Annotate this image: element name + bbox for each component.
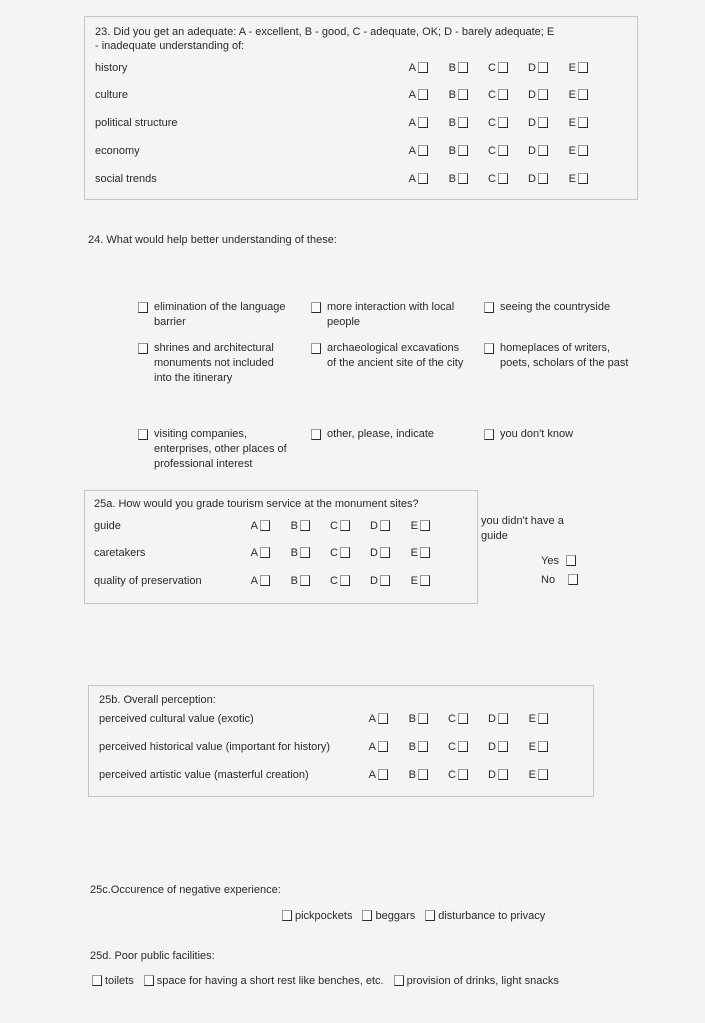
q25a-row-options xyxy=(246,520,446,532)
grade-e-checkbox[interactable] xyxy=(578,89,588,100)
q24-question: 24. What would help better understanding of these: xyxy=(88,234,337,246)
q23-row3-option-e xyxy=(564,145,588,157)
q24-option-checkbox[interactable] xyxy=(138,302,148,313)
grade-c-checkbox[interactable] xyxy=(498,173,508,184)
q23-row1-option-a xyxy=(404,89,428,101)
grade-c-checkbox[interactable] xyxy=(498,89,508,100)
grade-a-checkbox[interactable] xyxy=(418,117,428,128)
grade-c-checkbox[interactable] xyxy=(498,62,508,73)
grade-e-checkbox[interactable] xyxy=(420,547,430,558)
guide-note-text: you didn't have a guide xyxy=(481,515,564,542)
q25d-option xyxy=(394,975,559,987)
grade-letter: A xyxy=(368,741,376,753)
q25a-row0-option-a xyxy=(246,520,270,532)
q25a-row2-option-c xyxy=(326,575,350,587)
grade-letter: C xyxy=(448,741,456,753)
grade-letter: E xyxy=(528,741,536,753)
q25b-row-options xyxy=(364,769,564,781)
grade-letter: D xyxy=(528,145,536,157)
q25b-row0-option-a xyxy=(364,713,388,725)
q25b-row-label: perceived historical value (important for history) xyxy=(99,741,331,753)
grade-b-checkbox[interactable] xyxy=(300,520,310,531)
grade-a-checkbox[interactable] xyxy=(418,145,428,156)
q24-option-checkbox[interactable] xyxy=(311,343,321,354)
grade-letter: C xyxy=(330,547,338,559)
grade-letter: D xyxy=(528,89,536,101)
grade-letter: B xyxy=(448,173,456,185)
grade-letter: C xyxy=(488,117,496,129)
grade-letter: D xyxy=(528,173,536,185)
grade-e-checkbox[interactable] xyxy=(538,769,548,780)
grade-d-checkbox[interactable] xyxy=(538,117,548,128)
yes-label: Yes xyxy=(541,555,559,567)
grade-letter: A xyxy=(250,520,258,532)
q23-row-label: economy xyxy=(95,145,140,157)
q23-row0-option-d xyxy=(524,62,548,74)
q25d-option-checkbox[interactable] xyxy=(394,975,404,986)
grade-c-checkbox[interactable] xyxy=(340,575,350,586)
q25a-question: 25a. How would you grade tourism service at the monument sites? xyxy=(94,498,419,510)
grade-b-checkbox[interactable] xyxy=(418,741,428,752)
q23-row1-option-d xyxy=(524,89,548,101)
grade-letter: E xyxy=(568,89,576,101)
q24-option-label: archaeological excavations of the ancient site of the city xyxy=(327,342,464,369)
grade-letter: E xyxy=(410,575,418,587)
grade-b-checkbox[interactable] xyxy=(300,547,310,558)
grade-c-checkbox[interactable] xyxy=(458,769,468,780)
q25b-row-label: perceived artistic value (masterful creation) xyxy=(99,769,309,781)
grade-letter: D xyxy=(370,575,378,587)
q25a-row1-option-e xyxy=(406,547,430,559)
grade-d-checkbox[interactable] xyxy=(538,145,548,156)
grade-letter: B xyxy=(448,62,456,74)
q25d-option-label: space for having a short rest like benches, etc. xyxy=(156,975,384,987)
q25d-option-checkbox[interactable] xyxy=(92,975,102,986)
grade-letter: C xyxy=(488,62,496,74)
grade-letter: C xyxy=(330,575,338,587)
q25b-row2-option-b xyxy=(404,769,428,781)
grade-letter: B xyxy=(290,575,298,587)
grade-letter: D xyxy=(488,741,496,753)
grade-e-checkbox[interactable] xyxy=(578,173,588,184)
grade-letter: E xyxy=(528,769,536,781)
yes-checkbox[interactable] xyxy=(566,555,576,566)
q25a-row1-option-c xyxy=(326,547,350,559)
q23-row2-option-b xyxy=(444,117,468,129)
q25a-row-label: guide xyxy=(94,520,121,532)
grade-c-checkbox[interactable] xyxy=(498,145,508,156)
grade-letter: E xyxy=(568,145,576,157)
q25d-option-label: provision of drinks, light snacks xyxy=(406,975,559,987)
grade-letter: D xyxy=(488,769,496,781)
grade-letter: A xyxy=(368,713,376,725)
q25b-row1-option-d xyxy=(484,741,508,753)
grade-a-checkbox[interactable] xyxy=(418,173,428,184)
grade-letter: D xyxy=(370,520,378,532)
grade-d-checkbox[interactable] xyxy=(498,741,508,752)
grade-letter: C xyxy=(448,769,456,781)
grade-letter: A xyxy=(250,547,258,559)
q25c-question: 25c.Occurence of negative experience: xyxy=(90,884,281,896)
grade-c-checkbox[interactable] xyxy=(458,741,468,752)
q25b-title: 25b. Overall perception: xyxy=(99,694,216,706)
q24-option-label: homeplaces of writers, poets, scholars of the past xyxy=(500,342,629,369)
q25c-option-label: beggars xyxy=(375,910,416,922)
q25a-row-options xyxy=(246,575,446,587)
grade-a-checkbox[interactable] xyxy=(260,547,270,558)
q25c-option xyxy=(282,910,352,922)
grade-letter: B xyxy=(408,769,416,781)
q25b-row1-option-c xyxy=(444,741,468,753)
q24-option-label: visiting companies, enterprises, other places of professional interest xyxy=(154,428,287,470)
q24-option-checkbox[interactable] xyxy=(484,429,494,440)
q24-option-label: seeing the countryside xyxy=(500,301,611,313)
grade-d-checkbox[interactable] xyxy=(498,713,508,724)
q25d-option-checkbox[interactable] xyxy=(144,975,154,986)
grade-letter: A xyxy=(250,575,258,587)
grade-a-checkbox[interactable] xyxy=(260,575,270,586)
q24-option-checkbox[interactable] xyxy=(484,343,494,354)
q24-option-checkbox[interactable] xyxy=(138,429,148,440)
q24-option-checkbox[interactable] xyxy=(484,302,494,313)
q23-row4-option-d xyxy=(524,173,548,185)
q23-row4-option-a xyxy=(404,173,428,185)
grade-letter: C xyxy=(488,173,496,185)
q25a-row0-option-c xyxy=(326,520,350,532)
q25b-row1-option-b xyxy=(404,741,428,753)
q25d-option xyxy=(92,975,134,987)
q25c-option xyxy=(362,910,415,922)
q25a-row2-option-d xyxy=(366,575,390,587)
q24-option-label: more interaction with local people xyxy=(327,301,455,328)
q23-row0-option-e xyxy=(564,62,588,74)
q25a-row-label: quality of preservation xyxy=(94,575,202,587)
q25a-row2-option-a xyxy=(246,575,270,587)
q25a-row2-option-b xyxy=(286,575,310,587)
q23-row2-option-e xyxy=(564,117,588,129)
q23-row4-option-e xyxy=(564,173,588,185)
grade-letter: D xyxy=(528,62,536,74)
grade-d-checkbox[interactable] xyxy=(538,62,548,73)
grade-letter: B xyxy=(408,713,416,725)
grade-a-checkbox[interactable] xyxy=(260,520,270,531)
grade-e-checkbox[interactable] xyxy=(538,713,548,724)
q23-question-line1: 23. Did you get an adequate: A - excellent, B - good, C - adequate, OK; D - barely adequate; E xyxy=(95,26,555,38)
q23-row4-option-c xyxy=(484,173,508,185)
grade-a-checkbox[interactable] xyxy=(378,741,388,752)
q23-row2-option-a xyxy=(404,117,428,129)
grade-letter: E xyxy=(568,62,576,74)
grade-letter: A xyxy=(408,145,416,157)
no-checkbox[interactable] xyxy=(568,574,578,585)
grade-d-checkbox[interactable] xyxy=(538,89,548,100)
q24-option-label: you don't know xyxy=(500,428,574,440)
q23-row4-option-b xyxy=(444,173,468,185)
grade-letter: D xyxy=(370,547,378,559)
q24-option-label: other, please, indicate xyxy=(327,428,435,440)
q23-row1-option-e xyxy=(564,89,588,101)
grade-b-checkbox[interactable] xyxy=(458,173,468,184)
grade-letter: B xyxy=(290,520,298,532)
grade-b-checkbox[interactable] xyxy=(458,117,468,128)
q23-row-label: political structure xyxy=(95,117,178,129)
q23-row3-option-b xyxy=(444,145,468,157)
grade-letter: B xyxy=(448,117,456,129)
grade-letter: D xyxy=(488,713,496,725)
q23-row-options xyxy=(404,62,604,74)
q25b-row0-option-b xyxy=(404,713,428,725)
q25b-row0-option-e xyxy=(524,713,548,725)
grade-letter: B xyxy=(408,741,416,753)
q25a-row-options xyxy=(246,547,446,559)
grade-b-checkbox[interactable] xyxy=(418,713,428,724)
q25a-row2-option-e xyxy=(406,575,430,587)
grade-a-checkbox[interactable] xyxy=(418,62,428,73)
q25d-option-label: toilets xyxy=(105,975,134,987)
q23-row-label: culture xyxy=(95,89,129,101)
q25c-option-label: pickpockets xyxy=(295,910,353,922)
grade-e-checkbox[interactable] xyxy=(538,741,548,752)
grade-e-checkbox[interactable] xyxy=(578,117,588,128)
q25b-row-options xyxy=(364,713,564,725)
grade-b-checkbox[interactable] xyxy=(300,575,310,586)
q25b-row-options xyxy=(364,741,564,753)
q25b-row0-option-c xyxy=(444,713,468,725)
grade-letter: B xyxy=(290,547,298,559)
grade-letter: B xyxy=(448,145,456,157)
grade-a-checkbox[interactable] xyxy=(418,89,428,100)
q25a-row1-option-b xyxy=(286,547,310,559)
q25a-row0-option-e xyxy=(406,520,430,532)
q25a-row0-option-b xyxy=(286,520,310,532)
q25c-option xyxy=(425,910,545,922)
q23-row0-option-b xyxy=(444,62,468,74)
grade-letter: A xyxy=(408,173,416,185)
grade-e-checkbox[interactable] xyxy=(420,520,430,531)
q25c-option-checkbox[interactable] xyxy=(425,910,435,921)
q23-row-options xyxy=(404,145,604,157)
q25a-row0-option-d xyxy=(366,520,390,532)
q25b-row2-option-e xyxy=(524,769,548,781)
q24-option-checkbox[interactable] xyxy=(311,302,321,313)
q23-row-options xyxy=(404,89,604,101)
grade-letter: E xyxy=(568,117,576,129)
q25b-row1-option-a xyxy=(364,741,388,753)
no-label: No xyxy=(541,574,556,586)
grade-letter: E xyxy=(410,520,418,532)
q23-row-label: history xyxy=(95,62,128,74)
grade-c-checkbox[interactable] xyxy=(340,520,350,531)
grade-letter: A xyxy=(408,117,416,129)
q23-row-options xyxy=(404,173,604,185)
grade-letter: D xyxy=(528,117,536,129)
q24-option-checkbox[interactable] xyxy=(311,429,321,440)
q25b-row-label: perceived cultural value (exotic) xyxy=(99,713,254,725)
q24-option-label: shrines and architectural monuments not included into the itinerary xyxy=(154,342,274,384)
q25b-row0-option-d xyxy=(484,713,508,725)
q25c-option-label: disturbance to privacy xyxy=(438,910,546,922)
q23-row-options xyxy=(404,117,604,129)
grade-letter: A xyxy=(368,769,376,781)
q23-row0-option-a xyxy=(404,62,428,74)
q25a-guide-note xyxy=(481,514,591,544)
grade-a-checkbox[interactable] xyxy=(378,769,388,780)
grade-b-checkbox[interactable] xyxy=(458,145,468,156)
q25b-row2-option-c xyxy=(444,769,468,781)
grade-e-checkbox[interactable] xyxy=(420,575,430,586)
grade-c-checkbox[interactable] xyxy=(498,117,508,128)
grade-d-checkbox[interactable] xyxy=(380,547,390,558)
grade-b-checkbox[interactable] xyxy=(458,89,468,100)
q23-row2-option-c xyxy=(484,117,508,129)
q24-option-label: elimination of the language barrier xyxy=(154,301,286,328)
q25b-row1-option-e xyxy=(524,741,548,753)
q25a-row-label: caretakers xyxy=(94,547,146,559)
q25d-option xyxy=(144,975,384,987)
q25c-options xyxy=(282,910,555,922)
grade-letter: B xyxy=(448,89,456,101)
grade-d-checkbox[interactable] xyxy=(380,520,390,531)
grade-c-checkbox[interactable] xyxy=(340,547,350,558)
q23-row1-option-b xyxy=(444,89,468,101)
q25c-option-checkbox[interactable] xyxy=(282,910,292,921)
grade-d-checkbox[interactable] xyxy=(498,769,508,780)
grade-d-checkbox[interactable] xyxy=(538,173,548,184)
q23-row0-option-c xyxy=(484,62,508,74)
q25b-row2-option-d xyxy=(484,769,508,781)
q23-row-label: social trends xyxy=(95,173,157,185)
q23-row2-option-d xyxy=(524,117,548,129)
q25a-row1-option-d xyxy=(366,547,390,559)
grade-letter: C xyxy=(488,145,496,157)
grade-letter: C xyxy=(488,89,496,101)
q23-row3-option-d xyxy=(524,145,548,157)
q23-row3-option-c xyxy=(484,145,508,157)
grade-e-checkbox[interactable] xyxy=(578,145,588,156)
q25b-row2-option-a xyxy=(364,769,388,781)
grade-letter: E xyxy=(568,173,576,185)
q23-row1-option-c xyxy=(484,89,508,101)
grade-letter: C xyxy=(330,520,338,532)
grade-e-checkbox[interactable] xyxy=(578,62,588,73)
grade-a-checkbox[interactable] xyxy=(378,713,388,724)
grade-letter: C xyxy=(448,713,456,725)
q25a-no xyxy=(541,574,578,586)
q24-option-checkbox[interactable] xyxy=(138,343,148,354)
q23-row3-option-a xyxy=(404,145,428,157)
q25c-option-checkbox[interactable] xyxy=(362,910,372,921)
q25d-options xyxy=(92,975,569,987)
q25a-row1-option-a xyxy=(246,547,270,559)
grade-b-checkbox[interactable] xyxy=(458,62,468,73)
q25a-yes xyxy=(541,555,576,567)
grade-letter: E xyxy=(410,547,418,559)
q23-question-line2: - inadequate understanding of: xyxy=(95,40,245,52)
grade-letter: E xyxy=(528,713,536,725)
q25d-question: 25d. Poor public facilities: xyxy=(90,950,215,962)
grade-letter: A xyxy=(408,89,416,101)
grade-d-checkbox[interactable] xyxy=(380,575,390,586)
grade-c-checkbox[interactable] xyxy=(458,713,468,724)
grade-letter: A xyxy=(408,62,416,74)
grade-b-checkbox[interactable] xyxy=(418,769,428,780)
